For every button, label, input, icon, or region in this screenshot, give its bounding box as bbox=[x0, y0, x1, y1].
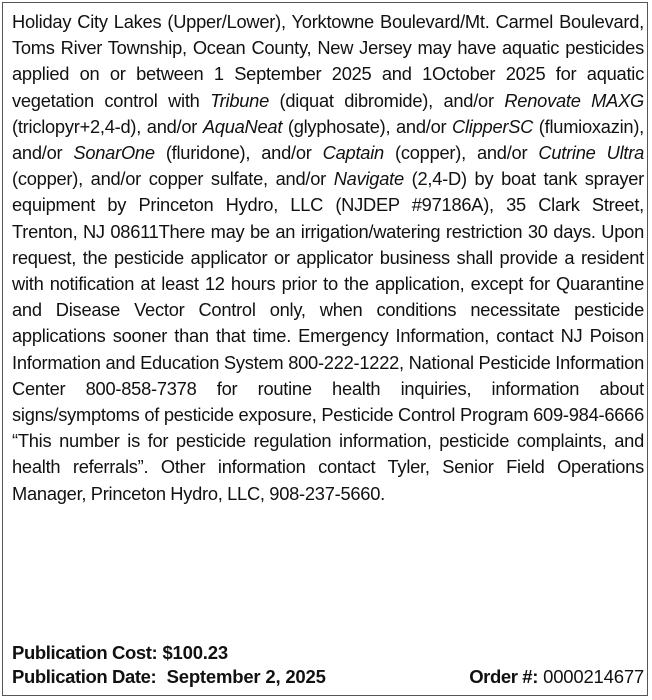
publication-date-label: Publication Date: bbox=[12, 666, 157, 687]
notice-text-segment: (2,4-D) by boat tank sprayer equipment by Princeton Hydro, LLC (NJDEP #97186A), 35 Clark Street, Trenton, NJ 08611There may be an irrigation/watering restriction 30 days. Upon request, the pesticide applicator or applicator business shall provide a resident with notification at least 12 hours prior to the application, except for Quarantine and Disease Vector Control only, when conditions necessitate pesticide applications sooner than that time. Emergency Information, contact NJ Poison Information and Education System 800-222-1222, National Pesticide Information Center 800-858-7378 for routine health inquiries, information about signs/symptoms of pesticide exposure, Pesticide Control Program 609-984-6666 “This number is for pesticide regulation information, pesticide complaints, and health referrals”. Other information contact Tyler, Senior Field Operations Manager, Princeton Hydro, LLC, 908-237-5660. bbox=[12, 168, 644, 504]
notice-text-segment: (triclopyr+2,4-d), and/or bbox=[12, 115, 203, 137]
legal-notice bbox=[2, 2, 648, 696]
notice-text-segment: (flumioxazin), and/or bbox=[12, 115, 644, 164]
publication-cost-label: Publication Cost: bbox=[12, 642, 158, 663]
product-name: ClipperSC bbox=[452, 115, 534, 137]
notice-text-segment: (diquat dibromide), and/or bbox=[269, 89, 505, 111]
product-name: SonarOne bbox=[73, 142, 155, 164]
publication-cost-line bbox=[12, 641, 644, 665]
product-name: AquaNeat bbox=[202, 115, 283, 137]
notice-text-segment: (copper), and/or bbox=[383, 142, 539, 164]
order-number-group bbox=[469, 665, 644, 689]
product-name: Cutrine Ultra bbox=[538, 142, 644, 164]
publication-date-group bbox=[12, 665, 326, 689]
product-name: Navigate bbox=[333, 168, 404, 190]
notice-text-segment: (fluridone), and/or bbox=[154, 142, 323, 164]
notice-text-segment: Holiday City Lakes (Upper/Lower), Yorktowne Boulevard/Mt. Carmel Boulevard, Toms River Township, Ocean County, New Jersey may have aquatic pesticides applied on or between 1 September 2025 and 1October 2025 for aquatic vegetation control with bbox=[12, 11, 644, 111]
product-name: Renovate MAXG bbox=[504, 89, 644, 111]
order-number-label: Order #: bbox=[469, 666, 538, 687]
product-name: Captain bbox=[322, 142, 384, 164]
publication-cost-value: $100.23 bbox=[162, 642, 228, 663]
publication-date-line bbox=[12, 665, 644, 689]
notice-text-segment: (glyphosate), and/or bbox=[282, 115, 453, 137]
product-name: Tribune bbox=[210, 89, 270, 111]
notice-body-text bbox=[12, 9, 644, 507]
publication-date-value: September 2, 2025 bbox=[166, 666, 326, 687]
order-number-value: 0000214677 bbox=[543, 666, 644, 687]
notice-text-segment: (copper), and/or copper sulfate, and/or bbox=[12, 168, 334, 190]
